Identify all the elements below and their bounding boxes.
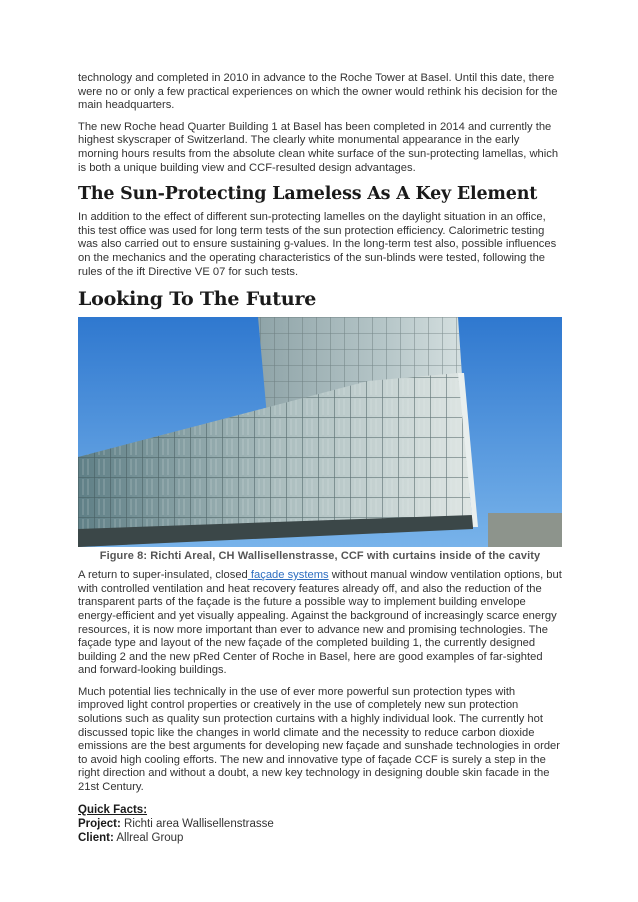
intro-paragraph-1: technology and completed in 2010 in advance to the Roche Tower at Basel. Until this date, there were no or only a few practical experiences on which the owner would rethink his decision for the main headquarters. [78, 72, 558, 112]
paragraph-text: without manual window ventilation options, but with controlled ventilation and heat recovery features already off, and also the reduction of the transparent parts of the façade is the future a possible way to implement building envelope energy-efficient and yet visually appealing. Against the background of increasingly scarce energy resources, it is now more important than ever to advance new and promising technologies. The façade type and layout of the new façade of the completed building 1, the currently designed building 2 and the new pRed Center of Roche in Basel, here are good examples of far-sighted and forward-looking buildings. [78, 569, 562, 677]
section-2-paragraph-2: Much potential lies technically in the use of ever more powerful sun protection types with improved light control properties or creatively in the use of completely new sun protection solutions such as quality sun protection curtains with a highly individual look. The currently hot discussed topic like the changes in world climate and the necessity to reduce carbon dioxide emissions are the best arguments for developing new façade and sunshade technologies in order to avoid high cooling efforts. The new and innovative type of façade CCF is surely a step in the right direction and without a doubt, a new key technology in designing double skin facade in the 21st Century. [78, 685, 560, 794]
project-value: Richti area Wallisellenstrasse [120, 817, 274, 830]
facade-systems-link[interactable]: façade systems [247, 569, 329, 582]
section-2-paragraph-1 [78, 569, 562, 678]
client-value: Allreal Group [113, 831, 184, 844]
project-label: Project: [78, 817, 121, 830]
document-page [78, 72, 562, 845]
quick-facts-client [78, 831, 562, 845]
figure-caption: Figure 8: Richti Areal, CH Wallisellenstrasse, CCF with curtains inside of the cavity [99, 550, 541, 563]
quick-facts-project [78, 817, 562, 831]
paragraph-text: A return to super-insulated, closed [78, 569, 248, 582]
building-photo [78, 317, 562, 547]
intro-paragraph-2: The new Roche head Quarter Building 1 at Basel has been completed in 2014 and currently the highest skyscraper of Switzerland. The clearly white monumental appearance in the early morning hours results from the absolute clean white surface of the sun-protecting lamellas, which is both a unique building view and CCF-resulted design advantages. [78, 120, 559, 174]
section-1-body: In addition to the effect of different sun-protecting lamelles on the daylight situation in an office, this test office was used for long term tests of the sun protection efficiency. Calorimetric testing was also carried out to ensure sustaining g-values. In the long-term test also, possible influences on the mechanics and the operating characteristics of the sun-blinds were tested, following the rules of the ift Directive VE 07 for such tests. [78, 211, 557, 278]
section-heading-future: Looking To The Future [78, 288, 317, 311]
quick-facts-title: Quick Facts: [78, 803, 148, 816]
section-heading-sun-protecting: The Sun-Protecting Lameless As A Key Element [78, 184, 538, 205]
client-label: Client: [78, 831, 114, 844]
